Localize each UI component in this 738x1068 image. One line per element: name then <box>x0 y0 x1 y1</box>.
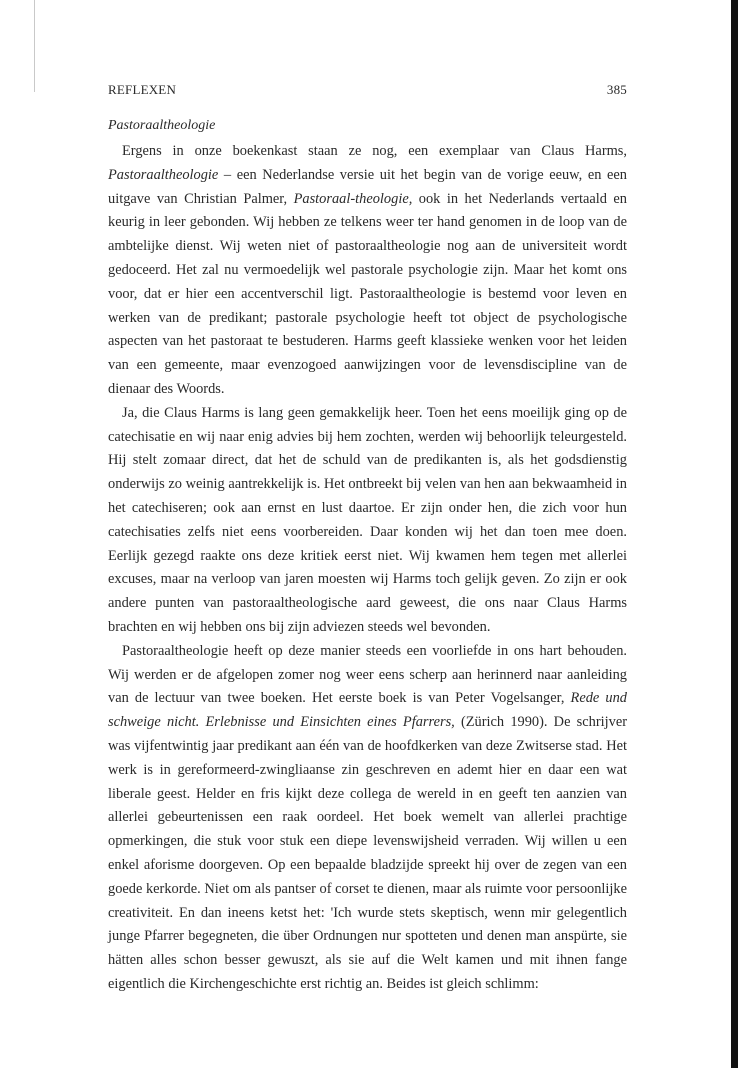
body-text <box>108 140 627 997</box>
paragraph-2 <box>108 402 627 640</box>
scan-edge-right <box>731 0 738 1068</box>
text-run: – een Nederlandse versie uit het begin van de vorige eeuw, en een uitgave van Christian Palmer, <box>108 166 627 207</box>
text-run: (Zürich 1990). De schrijver was vijfentwintig jaar predikant aan één van de hoofdkerken van deze Zwitserse stad. Het werk is in gereformeerd-zwingliaanse zin geschreven en ademt hier en daar een wat liberale geest. Helder en fris kijkt deze collega de wereld in en geeft ten aanzien van allerlei gebeurtenissen een raak oordeel. Het boek wemelt van allerlei prachtige opmerkingen, die stuk voor stuk een diepe levenswijsheid verraden. Wij willen u een enkel aforisme doorgeven. Op een bepaalde bladzijde spreekt hij over de zegen van een goede kerkorde. Niet om als pantser of corset te dienen, maar als ruimte voor persoonlijke creativiteit. En dan ineens ketst het: 'Ich wurde stets skeptisch, wenn mir gelegentlich junge Pfarrer begegneten, die über Ordnungen nur spotteten und denen man anspürte, sie hätten alles schon besser gewuszt, als sie auf die Welt kamen und mit ihnen fange eigentlich die Kirchengeschichte erst richtig an. Beides ist gleich schlimm: <box>108 714 628 992</box>
text-run: Ergens in onze boekenkast staan ze nog, een exemplaar van Claus Harms, <box>122 143 627 159</box>
paragraph-1 <box>108 140 627 402</box>
running-header <box>108 82 627 98</box>
text-run: ook in het Nederlands vertaald en keurig in leer gebonden. Wij hebben ze telkens weer ter hand genomen in de loop van de ambtelijke dienst. Wij weten niet of pastoraaltheologie nog aan de universiteit wordt gedoceerd. Het zal nu vermoedelijk wel pastorale psychologie zijn. Maar het komt ons voor, dat er hier een accentverschil ligt. Pastoraaltheologie is bestemd voor leven en werken van de predikant; pastorale psychologie heeft tot object de psychologische aspecten van het pastoraat te bestuderen. Harms geeft klassieke wenken voor het leiden van een gemeente, maar evenzogoed aanwijzingen voor de levensdiscipline van de dienaar des Woords. <box>108 190 627 397</box>
section-title: Pastoraaltheologie <box>108 118 216 133</box>
italic-title: Pastoraaltheologie <box>108 166 219 183</box>
text-run: Ja, die Claus Harms is lang geen gemakkelijk heer. Toen het eens moeilijk ging op de catechisatie en wij naar enig advies bij hem zochten, werden wij behoorlijk teleurgesteld. Hij stelt zomaar direct, dat het de schuld van de predikanten is, als het godsdienstig onderwijs zo weinig aantrekkelijk is. Het ontbreekt bij velen van hen aan bekwaamheid in het catechiseren; ook aan ernst en lust daartoe. Er zijn onder hen, die zich voor hun catechisaties zelfs niet eens voorbereiden. Daar konden wij het dan toen mee doen. Eerlijk gezegd raakte ons deze kritiek eerst niet. Wij kwamen hem tegen met allerlei excuses, maar na verloop van jaren moesten wij Harms toch gelijk geven. Zo zijn er ook andere punten van pastoraaltheologische aard geweest, die ons naar Claus Harms brachten en wij hebben ons bij zijn adviezen steeds wel bevonden. <box>108 404 627 635</box>
scan-edge-left <box>34 0 35 92</box>
running-title: REFLEXEN <box>108 82 177 97</box>
text-run: Pastoraaltheologie heeft op deze manier steeds een voorliefde in ons hart behouden. Wij werden er de afgelopen zomer nog weer eens scherp aan herinnerd naar aanleiding van de lectuur van twee boeken. Het eerste boek is van Peter Vogelsanger, <box>108 642 627 707</box>
italic-title: Pastoraal-theologie, <box>293 190 413 207</box>
italic-title: Rede und schweige nicht. Erlebnisse und Einsichten eines Pfarrers, <box>108 690 627 731</box>
paragraph-3 <box>108 640 627 997</box>
page-number: 385 <box>606 82 627 97</box>
